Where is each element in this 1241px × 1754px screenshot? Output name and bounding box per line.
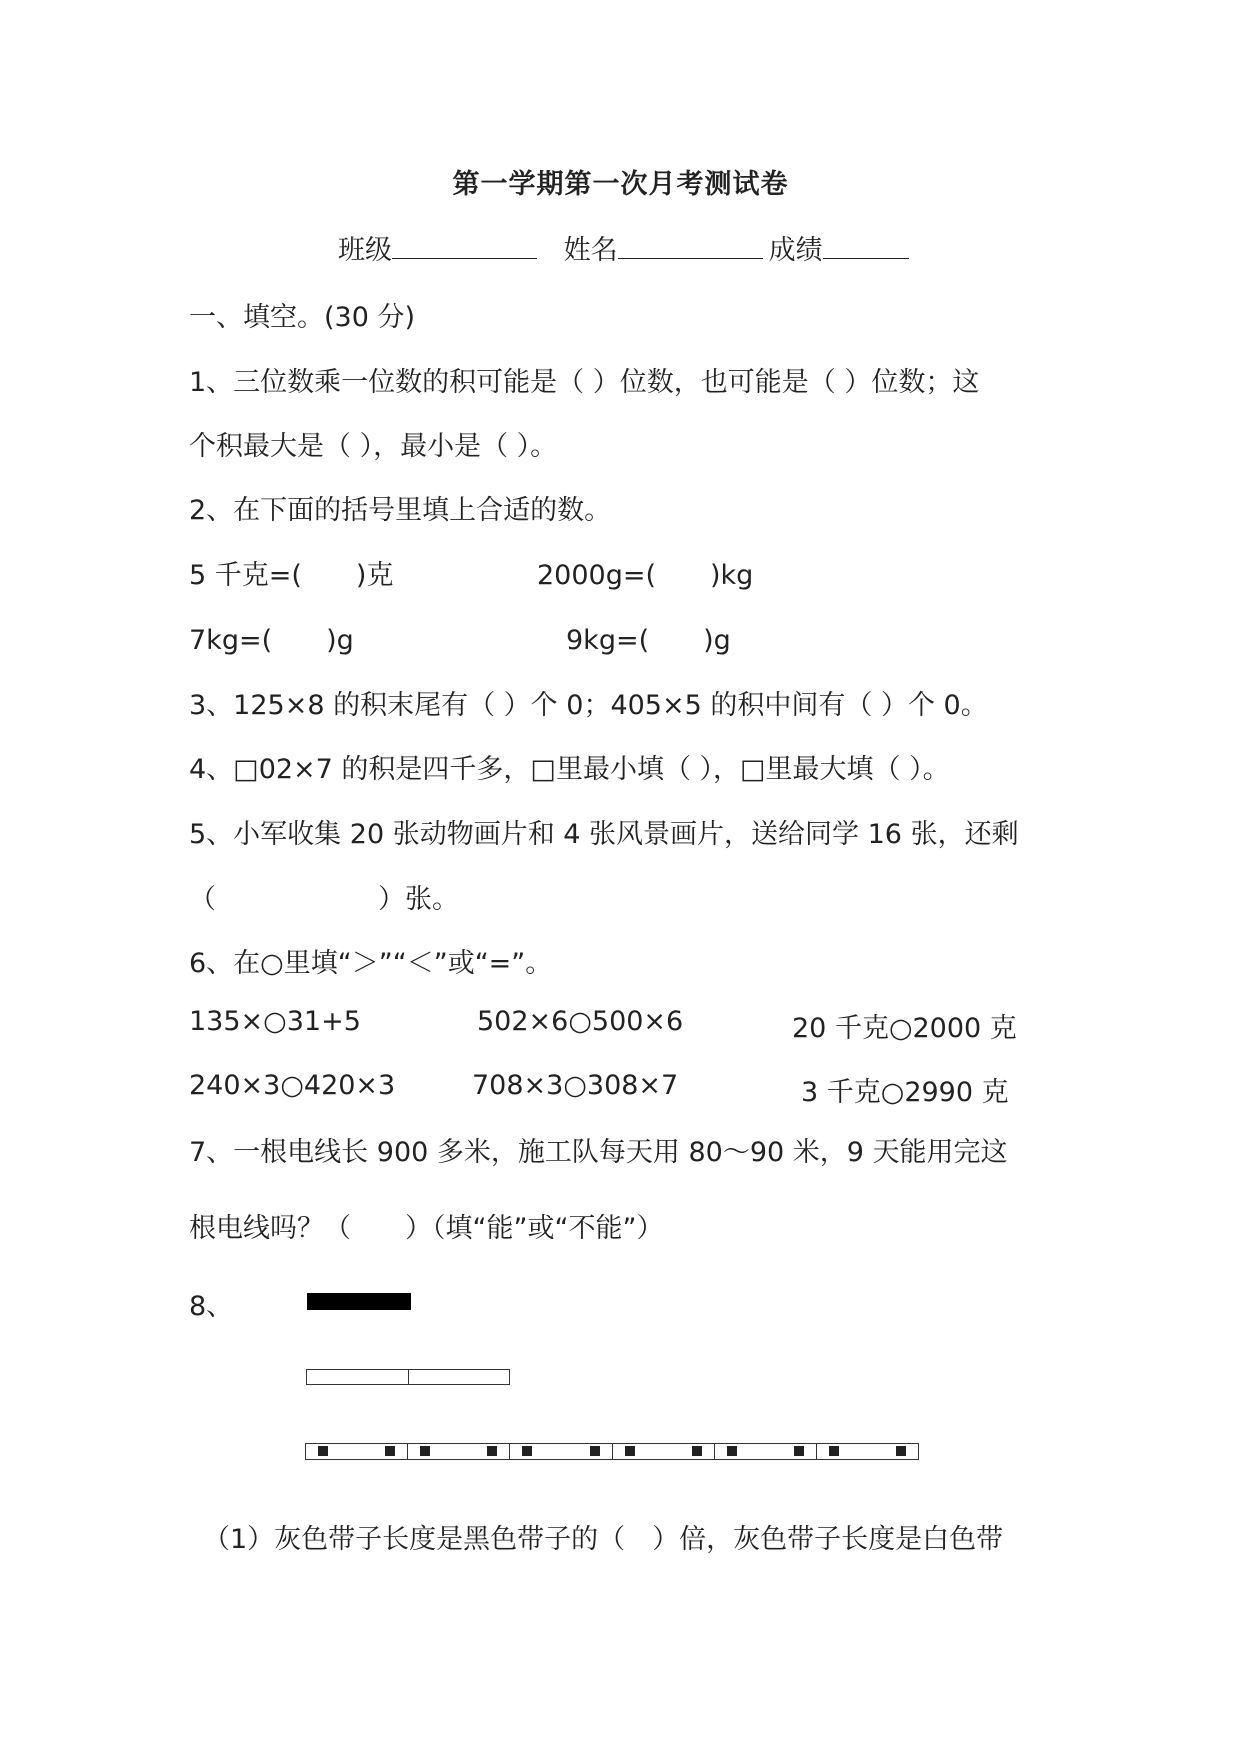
question-2-item: 7kg=( )g — [189, 625, 354, 656]
question-2-item: 9kg=( )g — [566, 625, 731, 656]
comparison-item: 20 千克○2000 克 — [792, 1013, 1017, 1044]
name-label: 姓名 — [563, 235, 618, 266]
name-blank[interactable] — [618, 232, 763, 259]
question-5-line-2: （ ）张。 — [189, 884, 459, 915]
ribbon-segment — [409, 1369, 511, 1385]
comparison-item: 240×3○420×3 — [189, 1070, 396, 1101]
question-3: 3、125×8 的积末尾有（ ）个 0；405×5 的积中间有（ ）个 0。 — [189, 690, 988, 721]
section-heading: 一、填空。(30 分) — [189, 302, 416, 333]
ribbon-segment — [817, 1443, 919, 1460]
ribbon-segment — [510, 1443, 612, 1460]
question-4: 4、□02×7 的积是四千多，□里最小填（ ），□里最大填（ ）。 — [189, 754, 950, 785]
page-title: 第一学期第一次月考测试卷 — [452, 169, 789, 200]
student-info-line — [338, 228, 909, 267]
comparison-item: 502×6○500×6 — [477, 1006, 684, 1037]
gray-ribbon — [305, 1443, 919, 1460]
question-2-text: 2、在下面的括号里填上合适的数。 — [189, 495, 612, 526]
ribbon-segment — [613, 1443, 715, 1460]
white-ribbon — [306, 1369, 510, 1385]
question-2-item: 5 千克=( )克 — [189, 560, 394, 591]
question-8-label: 8、 — [189, 1291, 234, 1322]
question-1-line-2: 个积最大是（ ），最小是（ ）。 — [189, 431, 558, 462]
ribbon-segment — [408, 1443, 510, 1460]
ribbon-segment — [306, 1369, 409, 1385]
question-2-item: 2000g=( )kg — [537, 560, 754, 591]
class-label: 班级 — [338, 235, 392, 266]
question-5-line-1: 5、小军收集 20 张动物画片和 4 张风景画片，送给同学 16 张，还剩 — [189, 819, 1019, 850]
question-7-line-1: 7、一根电线长 900 多米，施工队每天用 80～90 米，9 天能用完这 — [189, 1137, 1008, 1168]
question-6-text: 6、在○里填“＞”“＜”或“=”。 — [189, 948, 553, 979]
ribbon-segment — [305, 1443, 408, 1460]
question-1-line-1: 1、三位数乘一位数的积可能是（ ）位数，也可能是（ ）位数；这 — [189, 367, 980, 398]
class-blank[interactable] — [392, 232, 537, 259]
score-label: 成绩 — [768, 235, 823, 266]
comparison-item: 708×3○308×7 — [472, 1070, 679, 1101]
score-blank[interactable] — [823, 232, 909, 259]
comparison-item: 3 千克○2990 克 — [801, 1077, 1009, 1108]
ribbon-segment — [715, 1443, 817, 1460]
question-7-line-2: 根电线吗？（ ）（填“能”或“不能”） — [189, 1213, 664, 1244]
black-ribbon — [307, 1293, 411, 1310]
question-8-part-1: （1）灰色带子长度是黑色带子的（ ）倍，灰色带子长度是白色带 — [203, 1524, 1004, 1555]
comparison-item: 135×○31+5 — [189, 1006, 361, 1037]
